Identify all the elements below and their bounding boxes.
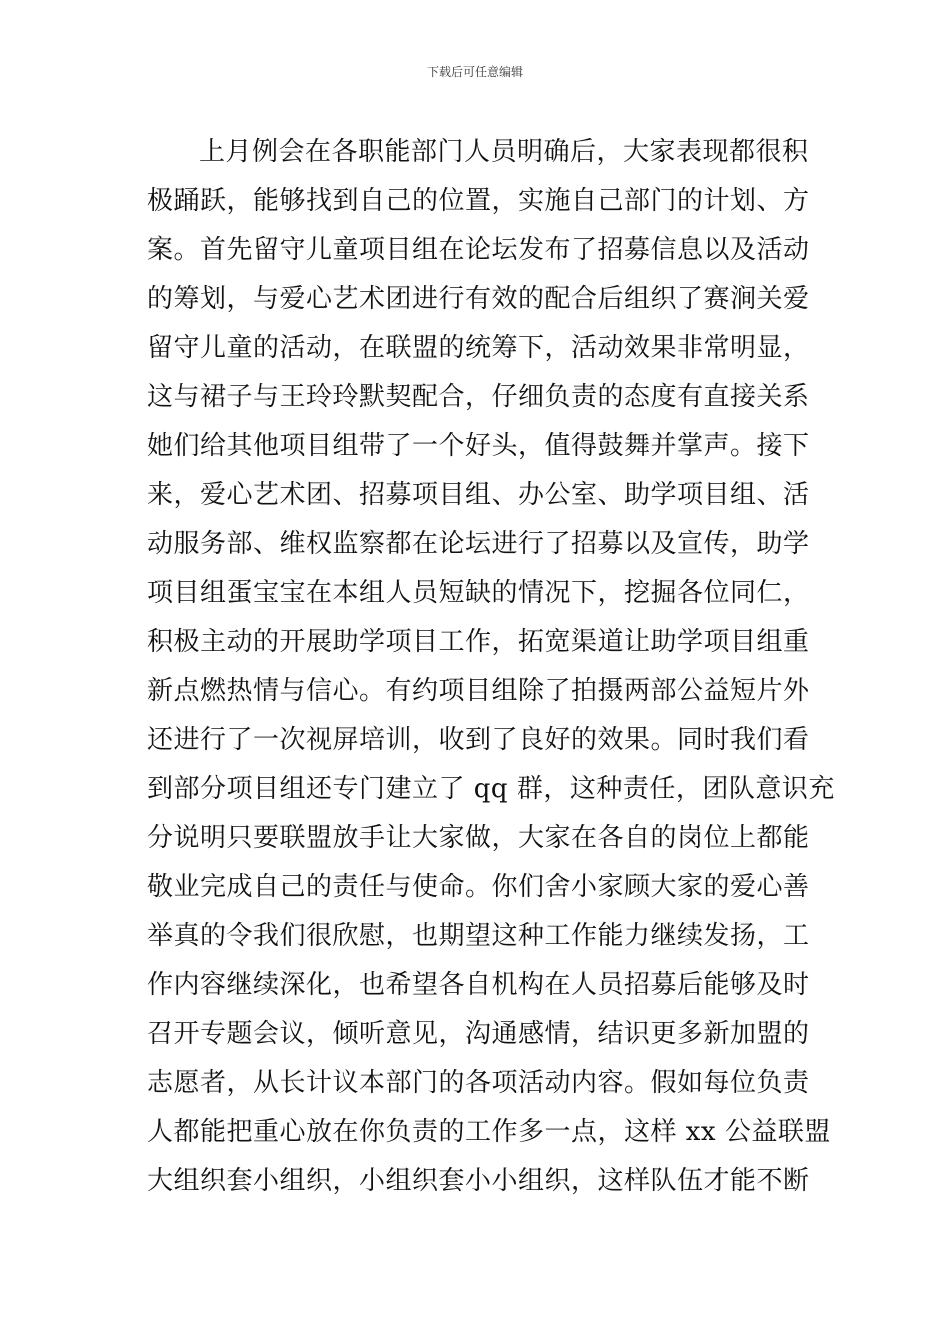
text-line: 还进行了一次视屏培训，收到了良好的效果。同时我们看 — [147, 725, 810, 755]
text-line: 大组织套小组织，小组织套小小组织，这样队伍才能不断 — [147, 1166, 810, 1196]
text-line: 项目组蛋宝宝在本组人员短缺的情况下，挖掘各位同仁， — [147, 578, 810, 608]
text-line: 来，爱心艺术团、招募项目组、办公室、助学项目组、活 — [147, 480, 810, 510]
text-line: 人都能把重心放在你负责的工作多一点，这样 xx 公益联盟 — [147, 1117, 831, 1147]
text-line: 分说明只要联盟放手让大家做，大家在各自的岗位上都能 — [147, 823, 810, 853]
text-line: 作内容继续深化，也希望各自机构在人员招募后能够及时 — [147, 970, 810, 1000]
text-line: 这与裙子与王玲玲默契配合，仔细负责的态度有直接关系 — [147, 382, 810, 412]
text-line: 新点燃热情与信心。有约项目组除了拍摄两部公益短片外 — [147, 676, 810, 706]
text-line: 上月例会在各职能部门人员明确后，大家表现都很积 — [199, 137, 809, 167]
body-paragraph — [147, 128, 835, 1206]
text-line: 到部分项目组还专门建立了 qq 群，这种责任，团队意识充 — [147, 774, 835, 804]
text-line: 极踊跃，能够找到自己的位置，实施自己部门的计划、方 — [147, 186, 810, 216]
text-line: 志愿者，从长计议本部门的各项活动内容。假如每位负责 — [147, 1068, 810, 1098]
text-line: 积极主动的开展助学项目工作，拓宽渠道让助学项目组重 — [147, 627, 810, 657]
text-line: 留守儿童的活动，在联盟的统筹下，活动效果非常明显， — [147, 333, 810, 363]
text-line: 的筹划，与爱心艺术团进行有效的配合后组织了赛涧关爱 — [147, 284, 810, 314]
text-line: 召开专题会议，倾听意见，沟通感情，结识更多新加盟的 — [147, 1019, 810, 1049]
text-line: 敬业完成自己的责任与使命。你们舍小家顾大家的爱心善 — [147, 872, 810, 902]
text-line: 动服务部、维权监察都在论坛进行了招募以及宣传，助学 — [147, 529, 810, 559]
text-line: 举真的令我们很欣慰，也期望这种工作能力继续发扬，工 — [147, 921, 810, 951]
page-header: 下载后可任意编辑 — [426, 65, 523, 79]
text-line: 案。首先留守儿童项目组在论坛发布了招募信息以及活动 — [147, 235, 810, 265]
text-line: 她们给其他项目组带了一个好头，值得鼓舞并掌声。接下 — [147, 431, 810, 461]
